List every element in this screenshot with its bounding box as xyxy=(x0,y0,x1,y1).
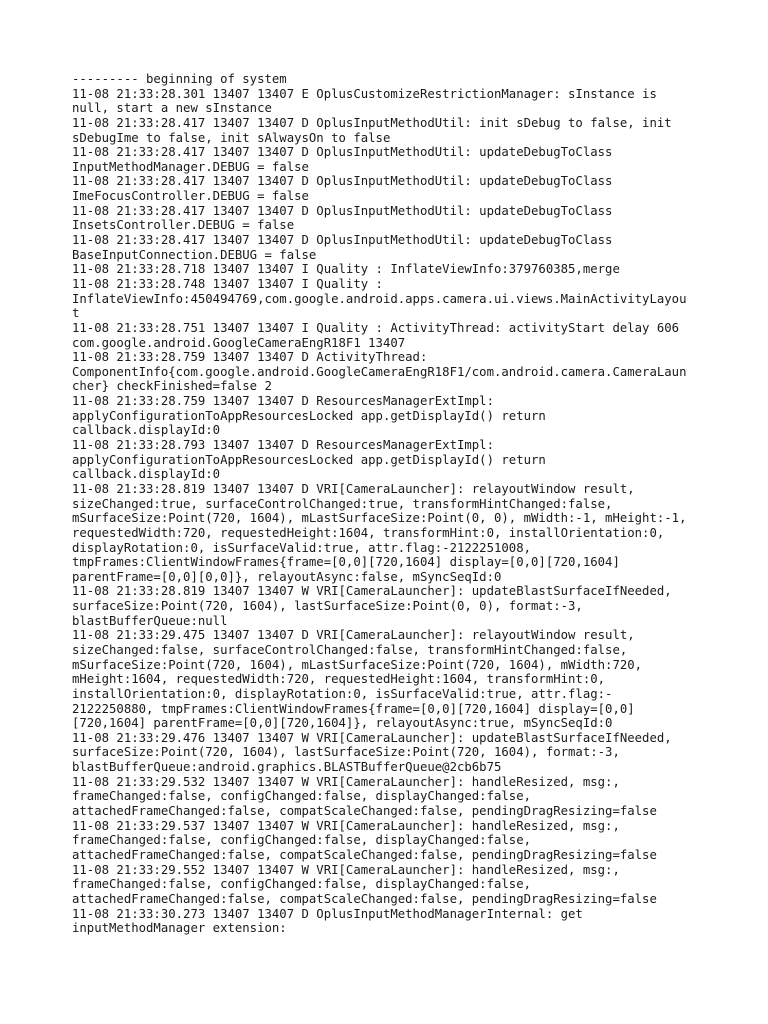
log-line: 11-08 21:33:28.417 13407 13407 D OplusInputMethodUtil: init sDebug to false, init xyxy=(72,115,672,130)
log-line: null, start a new sInstance xyxy=(72,101,272,116)
log-line: attachedFrameChanged:false, compatScaleChanged:false, pendingDragResizing=false xyxy=(72,891,657,906)
log-line: 11-08 21:33:29.475 13407 13407 D VRI[CameraLauncher]: relayoutWindow result, xyxy=(72,628,635,643)
log-line: sizeChanged:true, surfaceControlChanged:true, transformHintChanged:false, xyxy=(72,496,613,511)
log-line: 11-08 21:33:28.417 13407 13407 D OplusInputMethodUtil: updateDebugToClass xyxy=(72,203,613,218)
log-line: applyConfigurationToAppResourcesLocked app.getDisplayId() return xyxy=(72,452,546,467)
log-line: 11-08 21:33:28.417 13407 13407 D OplusInputMethodUtil: updateDebugToClass xyxy=(72,174,613,189)
log-text-block xyxy=(72,72,702,936)
log-line: frameChanged:false, configChanged:false, displayChanged:false, xyxy=(72,877,532,892)
log-line: BaseInputConnection.DEBUG = false xyxy=(72,247,317,262)
log-line: mSurfaceSize:Point(720, 1604), mLastSurfaceSize:Point(720, 1604), mWidth:720, xyxy=(72,657,643,672)
log-line: displayRotation:0, isSurfaceValid:true, attr.flag:-2122251008, xyxy=(72,540,532,555)
log-line: 11-08 21:33:28.793 13407 13407 D ResourcesManagerExtImpl: xyxy=(72,438,494,453)
log-line: 11-08 21:33:28.759 13407 13407 D ResourcesManagerExtImpl: xyxy=(72,394,494,409)
log-line: mHeight:1604, requestedWidth:720, requestedHeight:1604, transformHint:0, xyxy=(72,672,606,687)
log-line: sizeChanged:false, surfaceControlChanged:false, transformHintChanged:false, xyxy=(72,642,628,657)
log-line: 11-08 21:33:28.759 13407 13407 D ActivityThread: xyxy=(72,350,428,365)
log-line: 11-08 21:33:29.552 13407 13407 W VRI[CameraLauncher]: handleResized, msg:, xyxy=(72,862,620,877)
log-line: 11-08 21:33:28.751 13407 13407 I Quality : ActivityThread: activityStart delay 606 xyxy=(72,320,680,335)
log-line: attachedFrameChanged:false, compatScaleChanged:false, pendingDragResizing=false xyxy=(72,804,657,819)
log-line: InsetsController.DEBUG = false xyxy=(72,218,295,233)
log-line: inputMethodManager extension: xyxy=(72,921,287,936)
log-line: com.google.android.GoogleCameraEngR18F1 13407 xyxy=(72,335,406,350)
log-line: ComponentInfo{com.google.android.GoogleCameraEngR18F1/com.android.camera.CameraLaun xyxy=(72,364,687,379)
log-line: parentFrame=[0,0][0,0]}, relayoutAsync:false, mSyncSeqId:0 xyxy=(72,569,502,584)
log-line: InflateViewInfo:450494769,com.google.android.apps.camera.ui.views.MainActivityLayou xyxy=(72,291,687,306)
log-line: surfaceSize:Point(720, 1604), lastSurfaceSize:Point(0, 0), format:-3, xyxy=(72,599,583,614)
log-line: InputMethodManager.DEBUG = false xyxy=(72,159,309,174)
log-line: cher} checkFinished=false 2 xyxy=(72,379,272,394)
log-line: requestedWidth:720, requestedHeight:1604, transformHint:0, installOrientation:0, xyxy=(72,525,665,540)
log-line: tmpFrames:ClientWindowFrames{frame=[0,0][720,1604] display=[0,0][720,1604] xyxy=(72,555,620,570)
log-line: frameChanged:false, configChanged:false, displayChanged:false, xyxy=(72,833,532,848)
log-line: applyConfigurationToAppResourcesLocked app.getDisplayId() return xyxy=(72,408,546,423)
log-line: callback.displayId:0 xyxy=(72,467,221,482)
log-line: --------- beginning of system xyxy=(72,72,287,86)
log-line: 2122250880, tmpFrames:ClientWindowFrames{frame=[0,0][720,1604] display=[0,0] xyxy=(72,701,635,716)
log-line: 11-08 21:33:29.476 13407 13407 W VRI[CameraLauncher]: updateBlastSurfaceIfNeeded, xyxy=(72,730,672,745)
log-line: t xyxy=(72,306,80,321)
log-line: attachedFrameChanged:false, compatScaleChanged:false, pendingDragResizing=false xyxy=(72,847,657,862)
log-line: 11-08 21:33:28.718 13407 13407 I Quality : InflateViewInfo:379760385,merge xyxy=(72,262,620,277)
log-line: 11-08 21:33:30.273 13407 13407 D OplusInputMethodManagerInternal: get xyxy=(72,906,583,921)
log-line: [720,1604] parentFrame=[0,0][720,1604]}, relayoutAsync:true, mSyncSeqId:0 xyxy=(72,716,613,731)
log-line: 11-08 21:33:28.819 13407 13407 D VRI[CameraLauncher]: relayoutWindow result, xyxy=(72,481,635,496)
log-line: installOrientation:0, displayRotation:0, isSurfaceValid:true, attr.flag:- xyxy=(72,686,613,701)
log-line: 11-08 21:33:29.537 13407 13407 W VRI[CameraLauncher]: handleResized, msg:, xyxy=(72,818,620,833)
log-line: mSurfaceSize:Point(720, 1604), mLastSurfaceSize:Point(0, 0), mWidth:-1, mHeight:-1, xyxy=(72,511,687,526)
log-line: sDebugIme to false, init sAlwaysOn to false xyxy=(72,130,391,145)
log-line: surfaceSize:Point(720, 1604), lastSurfaceSize:Point(720, 1604), format:-3, xyxy=(72,745,620,760)
log-line: 11-08 21:33:28.748 13407 13407 I Quality : xyxy=(72,276,383,291)
log-line: blastBufferQueue:android.graphics.BLASTBufferQueue@2cb6b75 xyxy=(72,760,502,775)
log-line: frameChanged:false, configChanged:false, displayChanged:false, xyxy=(72,789,532,804)
log-line: 11-08 21:33:28.417 13407 13407 D OplusInputMethodUtil: updateDebugToClass xyxy=(72,145,613,160)
log-line: 11-08 21:33:28.819 13407 13407 W VRI[CameraLauncher]: updateBlastSurfaceIfNeeded, xyxy=(72,584,672,599)
log-line: 11-08 21:33:29.532 13407 13407 W VRI[CameraLauncher]: handleResized, msg:, xyxy=(72,774,620,789)
log-line: ImeFocusController.DEBUG = false xyxy=(72,189,309,204)
log-line: 11-08 21:33:28.301 13407 13407 E OplusCustomizeRestrictionManager: sInstance is xyxy=(72,86,657,101)
log-line: 11-08 21:33:28.417 13407 13407 D OplusInputMethodUtil: updateDebugToClass xyxy=(72,233,613,248)
log-line: blastBufferQueue:null xyxy=(72,613,228,628)
log-line: callback.displayId:0 xyxy=(72,423,221,438)
